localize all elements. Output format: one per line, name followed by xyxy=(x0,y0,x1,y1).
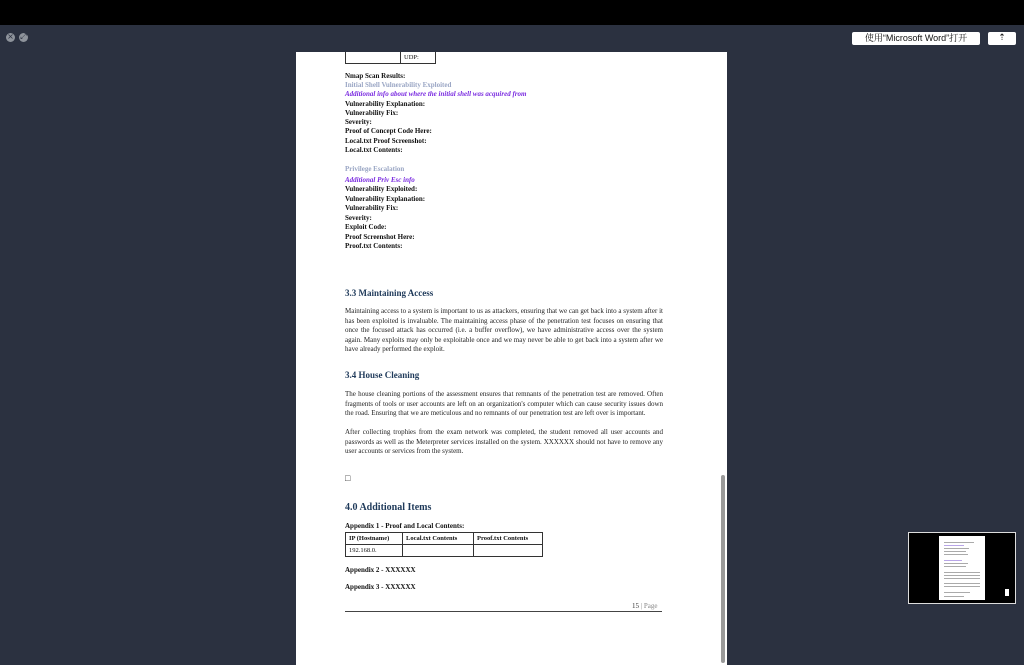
vuln-explanation-label-2: Vulnerability Explanation: xyxy=(345,195,426,203)
close-window-button[interactable] xyxy=(6,33,15,42)
ports-table-cell xyxy=(346,52,401,64)
severity-label: Severity: xyxy=(345,118,372,126)
appendix-2-label: Appendix 2 - XXXXXX xyxy=(345,566,416,574)
thumbnail-scroll-marker xyxy=(1005,589,1009,596)
page-thumbnail-preview[interactable] xyxy=(908,532,1016,604)
proof-table-cell: 192.168.0. xyxy=(346,545,403,557)
page-number-label: | Page xyxy=(640,602,658,610)
expand-icon: ⤢ xyxy=(20,32,27,41)
proof-table-header: Local.txt Contents xyxy=(403,533,474,545)
proof-screenshot-label: Proof Screenshot Here: xyxy=(345,233,415,241)
table-row xyxy=(346,545,543,557)
close-icon: × xyxy=(7,32,14,41)
house-cleaning-paragraph-2: After collecting trophies from the exam network was completed, the student removed all user accounts and passwords as well as the Meterpreter services installed on the system. XXXXXX should not have to remove any user accounts or services from the system. xyxy=(345,428,663,456)
share-button[interactable] xyxy=(988,32,1016,45)
proof-table-header: Proof.txt Contents xyxy=(474,533,543,545)
additional-items-heading: 4.0 Additional Items xyxy=(345,502,432,513)
page-number-value: 15 xyxy=(632,602,639,610)
vertical-scrollbar-thumb[interactable] xyxy=(721,475,725,663)
vuln-explanation-label: Vulnerability Explanation: xyxy=(345,100,426,108)
share-icon: ⇡ xyxy=(998,33,1006,43)
vuln-fix-label-2: Vulnerability Fix: xyxy=(345,204,399,212)
document-page[interactable] xyxy=(296,52,727,665)
open-in-word-button[interactable]: 使用“Microsoft Word”打开 xyxy=(852,32,980,45)
proof-table-cell xyxy=(474,545,543,557)
severity-label-2: Severity: xyxy=(345,214,372,222)
page-number xyxy=(632,602,658,610)
ports-table xyxy=(345,52,436,64)
appendix-3-label: Appendix 3 - XXXXXX xyxy=(345,583,416,591)
thumbnail-page xyxy=(939,536,985,600)
maintaining-access-paragraph: Maintaining access to a system is important to us as attackers, ensuring that we can get back into a system after it has been exploited is invaluable. The maintaining access phase of the penetration test focuses on ensuring that once the focused attack has occurred (i.e. a buffer overflow), we have administrative access over the system again. Many exploits may only be exploitable once and we may never be able to get back into a system after we have already performed the exploit. xyxy=(345,307,663,354)
fullscreen-window-button[interactable] xyxy=(19,33,28,42)
nmap-results-label: Nmap Scan Results: xyxy=(345,72,406,80)
house-cleaning-heading: 3.4 House Cleaning xyxy=(345,370,420,380)
privesc-heading: Privilege Escalation xyxy=(345,165,405,173)
proof-table-header: IP (Hostname) xyxy=(346,533,403,545)
appendix-1-label: Appendix 1 - Proof and Local Contents: xyxy=(345,522,465,530)
house-cleaning-paragraph-1: The house cleaning portions of the assessment ensures that remnants of the penetration test are removed. Often fragments of tools or user accounts are left on an organization's computer which can cause security issues down the road. Ensuring that we are meticulous and no remnants of our penetration test are left over is important. xyxy=(345,390,663,418)
proof-contents-label: Proof.txt Contents: xyxy=(345,242,403,250)
local-contents-label: Local.txt Contents: xyxy=(345,146,403,154)
udp-cell: UDP: xyxy=(401,52,436,64)
local-proof-screenshot-label: Local.txt Proof Screenshot: xyxy=(345,137,427,145)
vuln-exploited-label: Vulnerability Exploited: xyxy=(345,185,418,193)
checkbox-icon: □ xyxy=(345,473,351,483)
proof-table xyxy=(345,532,543,557)
initial-shell-info: Additional info about where the initial shell was acquired from xyxy=(345,90,527,98)
proof-table-cell xyxy=(403,545,474,557)
exploit-code-label: Exploit Code: xyxy=(345,223,387,231)
top-black-bar xyxy=(0,0,1024,25)
initial-shell-heading: Initial Shell Vulnerability Exploited xyxy=(345,81,452,89)
privesc-info: Additional Priv Esc info xyxy=(345,176,415,184)
maintaining-access-heading: 3.3 Maintaining Access xyxy=(345,288,434,298)
vuln-fix-label: Vulnerability Fix: xyxy=(345,109,399,117)
poc-code-label: Proof of Concept Code Here: xyxy=(345,127,432,135)
footer-rule xyxy=(345,611,662,612)
